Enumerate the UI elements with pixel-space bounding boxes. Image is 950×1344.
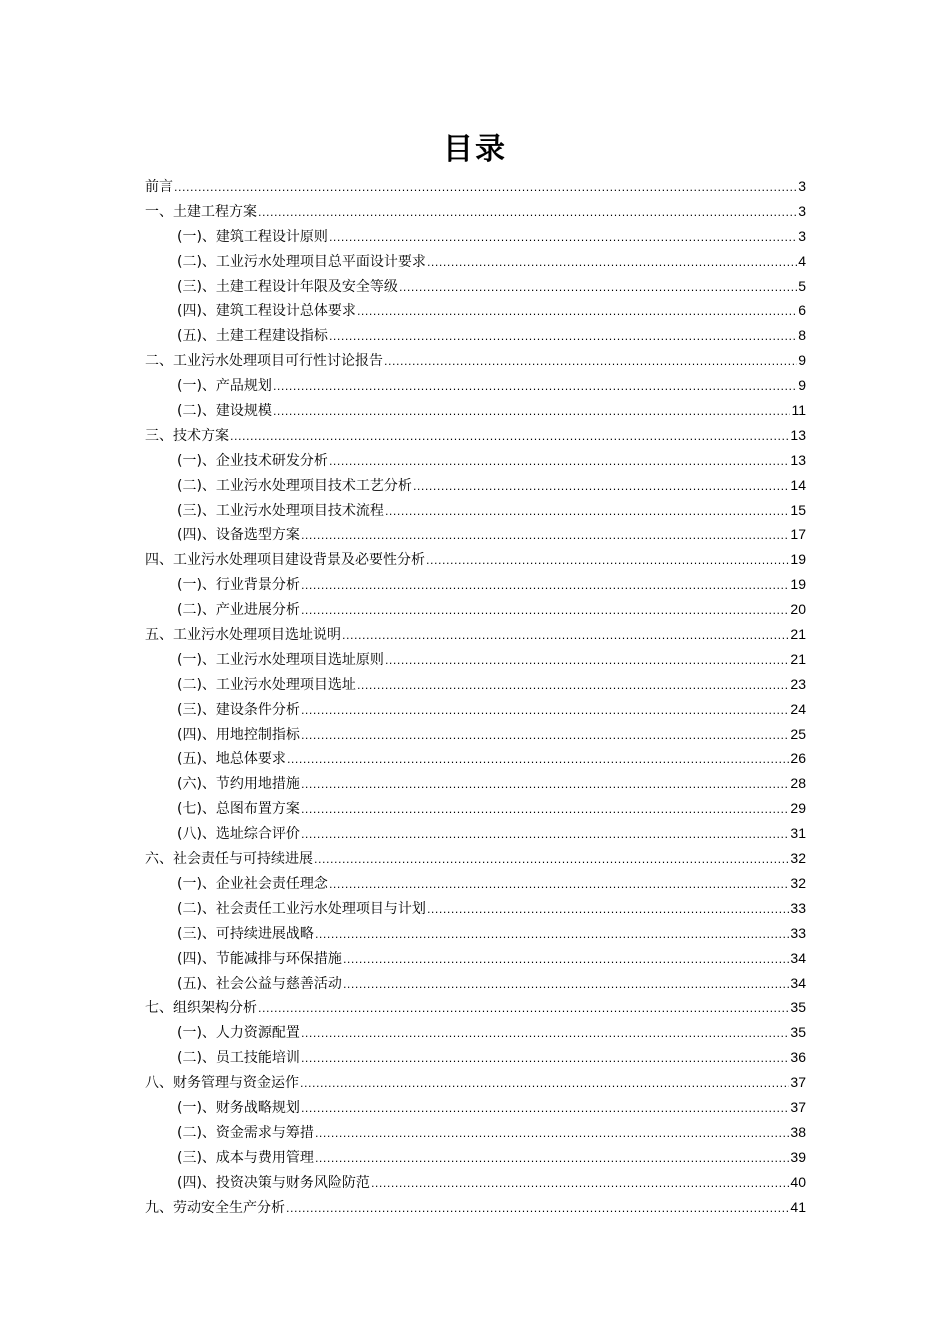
toc-entry[interactable] xyxy=(145,572,806,597)
toc-page-number: 6 xyxy=(798,302,806,319)
toc-entry-text: (二)、工业污水处理项目选址 xyxy=(177,676,356,693)
toc-page-number: 32 xyxy=(790,850,806,867)
toc-entry[interactable] xyxy=(145,722,806,747)
toc-entry-text: (一)、企业社会责任理念 xyxy=(177,875,328,892)
toc-page-number: 3 xyxy=(798,227,806,244)
toc-entry-text: 一、土建工程方案 xyxy=(145,203,257,220)
toc-dot-leader xyxy=(286,1197,789,1222)
toc-page-number: 20 xyxy=(790,601,806,618)
toc-entry-text: (四)、建筑工程设计总体要求 xyxy=(177,303,356,320)
toc-page-number: 11 xyxy=(791,402,806,419)
toc-dot-leader xyxy=(357,674,789,699)
toc-entry[interactable] xyxy=(145,1170,806,1195)
toc-entry[interactable] xyxy=(145,1070,806,1095)
toc-page-number: 34 xyxy=(790,974,806,991)
toc-page-number: 41 xyxy=(790,1198,806,1215)
toc-dot-leader xyxy=(315,1122,789,1147)
toc-page-number: 3 xyxy=(798,202,806,219)
toc-dot-leader xyxy=(371,1172,789,1197)
toc-entry[interactable] xyxy=(145,1120,806,1145)
toc-dot-leader xyxy=(384,350,797,375)
toc-entry[interactable] xyxy=(145,249,806,274)
toc-entry[interactable] xyxy=(145,995,806,1020)
toc-entry-text: (二)、建设规模 xyxy=(177,403,272,420)
toc-entry[interactable] xyxy=(145,547,806,572)
toc-dot-leader xyxy=(357,300,797,325)
toc-entry[interactable] xyxy=(145,846,806,871)
toc-entry-text: (五)、土建工程建设指标 xyxy=(177,328,328,345)
toc-entry[interactable] xyxy=(145,896,806,921)
toc-dot-leader xyxy=(426,549,789,574)
toc-entry[interactable] xyxy=(145,398,806,423)
toc-dot-leader xyxy=(230,425,789,450)
toc-entry-text: 二、工业污水处理项目可行性讨论报告 xyxy=(145,353,383,370)
toc-dot-leader xyxy=(399,276,797,301)
toc-dot-leader xyxy=(258,997,789,1022)
toc-entry-text: (三)、土建工程设计年限及安全等级 xyxy=(177,278,398,295)
toc-entry-text: (七)、总图布置方案 xyxy=(177,801,300,818)
toc-entry[interactable] xyxy=(145,348,806,373)
toc-dot-leader xyxy=(314,848,789,873)
toc-entry[interactable] xyxy=(145,274,806,299)
toc-page-number: 21 xyxy=(790,626,806,643)
toc-page-number: 24 xyxy=(790,700,806,717)
toc-dot-leader xyxy=(342,624,789,649)
toc-dot-leader xyxy=(258,201,797,226)
toc-entry[interactable] xyxy=(145,622,806,647)
toc-page-number: 33 xyxy=(790,899,806,916)
toc-entry-text: (一)、产品规划 xyxy=(177,378,272,395)
toc-entry[interactable] xyxy=(145,448,806,473)
toc-entry[interactable] xyxy=(145,522,806,547)
toc-entry[interactable] xyxy=(145,971,806,996)
toc-dot-leader xyxy=(343,948,789,973)
toc-entry-text: (四)、设备选型方案 xyxy=(177,527,300,544)
toc-dot-leader xyxy=(385,500,789,525)
toc-page-number: 21 xyxy=(790,650,806,667)
toc-page-number: 28 xyxy=(790,775,806,792)
toc-page-number: 32 xyxy=(790,874,806,891)
toc-dot-leader xyxy=(301,699,789,724)
toc-entry[interactable] xyxy=(145,1195,806,1220)
toc-entry[interactable] xyxy=(145,647,806,672)
toc-entry-text: (二)、资金需求与筹措 xyxy=(177,1124,314,1141)
toc-dot-leader xyxy=(413,475,789,500)
toc-entry-text: 五、工业污水处理项目选址说明 xyxy=(145,627,341,644)
toc-dot-leader xyxy=(329,226,797,251)
toc-dot-leader xyxy=(329,450,789,475)
toc-entry-text: (二)、工业污水处理项目总平面设计要求 xyxy=(177,253,426,270)
toc-dot-leader xyxy=(315,1147,789,1172)
toc-entry-text: (六)、节约用地措施 xyxy=(177,776,300,793)
toc-dot-leader xyxy=(301,599,789,624)
toc-page-number: 23 xyxy=(790,675,806,692)
toc-entry-text: 八、财务管理与资金运作 xyxy=(145,1075,299,1092)
toc-page-number: 34 xyxy=(790,949,806,966)
toc-page-number: 8 xyxy=(798,327,806,344)
toc-dot-leader xyxy=(329,873,789,898)
toc-page-number: 4 xyxy=(798,252,806,269)
toc-entry-text: (三)、可持续进展战略 xyxy=(177,925,314,942)
toc-entry[interactable] xyxy=(145,746,806,771)
toc-dot-leader xyxy=(301,773,789,798)
toc-entry-text: (一)、行业背景分析 xyxy=(177,577,300,594)
toc-page-number: 3 xyxy=(798,178,806,194)
toc-dot-leader xyxy=(301,1047,789,1072)
toc-page-number: 19 xyxy=(790,551,806,568)
toc-page-number: 13 xyxy=(790,426,806,443)
toc-dot-leader xyxy=(329,325,797,350)
toc-dot-leader xyxy=(300,1072,789,1097)
toc-page-number: 25 xyxy=(790,725,806,742)
toc-entry[interactable] xyxy=(145,771,806,796)
toc-entry[interactable] xyxy=(145,224,806,249)
toc-dot-leader xyxy=(273,400,791,425)
toc-entry[interactable] xyxy=(145,821,806,846)
toc-entry[interactable] xyxy=(145,199,806,224)
toc-entry-text: (八)、选址综合评价 xyxy=(177,826,300,843)
toc-entry[interactable] xyxy=(145,597,806,622)
toc-entry[interactable] xyxy=(145,871,806,896)
toc-dot-leader xyxy=(385,649,789,674)
toc-dot-leader xyxy=(427,898,789,923)
toc-entry-text: (二)、社会责任工业污水处理项目与计划 xyxy=(177,900,426,917)
toc-dot-leader xyxy=(301,1022,789,1047)
toc-entry-text: 九、劳动安全生产分析 xyxy=(145,1199,285,1216)
toc-page-number: 14 xyxy=(790,476,806,493)
toc-entry-text: (四)、用地控制指标 xyxy=(177,726,300,743)
toc-entry-text: (二)、员工技能培训 xyxy=(177,1050,300,1067)
toc-page-number: 31 xyxy=(790,825,806,842)
toc-entry[interactable] xyxy=(145,298,806,323)
toc-page-number: 17 xyxy=(790,526,806,543)
toc-entry-text: 三、技术方案 xyxy=(145,427,229,444)
toc-page-number: 37 xyxy=(790,1074,806,1091)
toc-entry[interactable] xyxy=(145,1045,806,1070)
toc-entry[interactable] xyxy=(145,473,806,498)
toc-page-number: 29 xyxy=(790,800,806,817)
toc-entry[interactable] xyxy=(145,498,806,523)
toc-page-number: 38 xyxy=(790,1123,806,1140)
toc-dot-leader xyxy=(273,375,797,400)
toc-list xyxy=(145,174,806,1219)
toc-entry[interactable] xyxy=(145,697,806,722)
toc-dot-leader xyxy=(301,823,789,848)
toc-entry-text: (三)、成本与费用管理 xyxy=(177,1149,314,1166)
toc-entry-text: (一)、建筑工程设计原则 xyxy=(177,228,328,245)
toc-entry[interactable] xyxy=(145,921,806,946)
toc-dot-leader xyxy=(427,251,797,276)
toc-page-number: 15 xyxy=(790,501,806,518)
toc-page-number: 35 xyxy=(790,999,806,1016)
toc-page-number: 26 xyxy=(790,750,806,767)
toc-entry[interactable] xyxy=(145,796,806,821)
toc-entry-text: (四)、节能减排与环保措施 xyxy=(177,950,342,967)
toc-entry-text: 四、工业污水处理项目建设背景及必要性分析 xyxy=(145,552,425,569)
toc-page-number: 37 xyxy=(790,1098,806,1115)
toc-dot-leader xyxy=(301,574,789,599)
toc-dot-leader xyxy=(301,1097,789,1122)
toc-dot-leader xyxy=(315,923,789,948)
toc-page-number: 35 xyxy=(790,1024,806,1041)
toc-page-number: 33 xyxy=(790,924,806,941)
toc-entry[interactable] xyxy=(145,1145,806,1170)
toc-entry-text: (一)、工业污水处理项目选址原则 xyxy=(177,651,384,668)
toc-page-number: 39 xyxy=(790,1148,806,1165)
toc-title: 目录 xyxy=(443,132,507,167)
toc-entry[interactable] xyxy=(145,423,806,448)
toc-dot-leader xyxy=(343,973,789,998)
toc-entry-text: (一)、企业技术研发分析 xyxy=(177,452,328,469)
toc-entry-text: (三)、建设条件分析 xyxy=(177,701,300,718)
toc-entry-text: (三)、工业污水处理项目技术流程 xyxy=(177,502,384,519)
toc-entry-text: (五)、社会公益与慈善活动 xyxy=(177,975,342,992)
toc-dot-leader xyxy=(301,524,789,549)
toc-page-number: 40 xyxy=(790,1173,806,1190)
toc-page-number: 5 xyxy=(798,277,806,294)
toc-dot-leader xyxy=(174,176,797,201)
toc-entry[interactable] xyxy=(145,1020,806,1045)
toc-entry-text: 七、组织架构分析 xyxy=(145,1000,257,1017)
toc-page-number: 13 xyxy=(790,451,806,468)
toc-entry-text: (五)、地总体要求 xyxy=(177,751,286,768)
toc-page-number: 19 xyxy=(790,576,806,593)
toc-entry[interactable] xyxy=(145,946,806,971)
toc-entry[interactable] xyxy=(145,1095,806,1120)
toc-entry[interactable] xyxy=(145,323,806,348)
toc-entry-text: (一)、财务战略规划 xyxy=(177,1099,300,1116)
toc-entry[interactable] xyxy=(145,174,806,199)
toc-entry-text: (四)、投资决策与财务风险防范 xyxy=(177,1174,370,1191)
toc-entry-text: (二)、工业污水处理项目技术工艺分析 xyxy=(177,477,412,494)
toc-entry-text: 前言 xyxy=(145,179,173,195)
toc-page-number: 9 xyxy=(798,377,806,394)
toc-dot-leader xyxy=(287,748,789,773)
toc-entry-text: 六、社会责任与可持续进展 xyxy=(145,851,313,868)
toc-dot-leader xyxy=(301,798,789,823)
toc-page-number: 9 xyxy=(798,352,806,369)
toc-entry[interactable] xyxy=(145,373,806,398)
toc-dot-leader xyxy=(301,724,789,749)
toc-entry[interactable] xyxy=(145,672,806,697)
toc-page-number: 36 xyxy=(790,1049,806,1066)
toc-entry-text: (一)、人力资源配置 xyxy=(177,1025,300,1042)
toc-entry-text: (二)、产业进展分析 xyxy=(177,602,300,619)
